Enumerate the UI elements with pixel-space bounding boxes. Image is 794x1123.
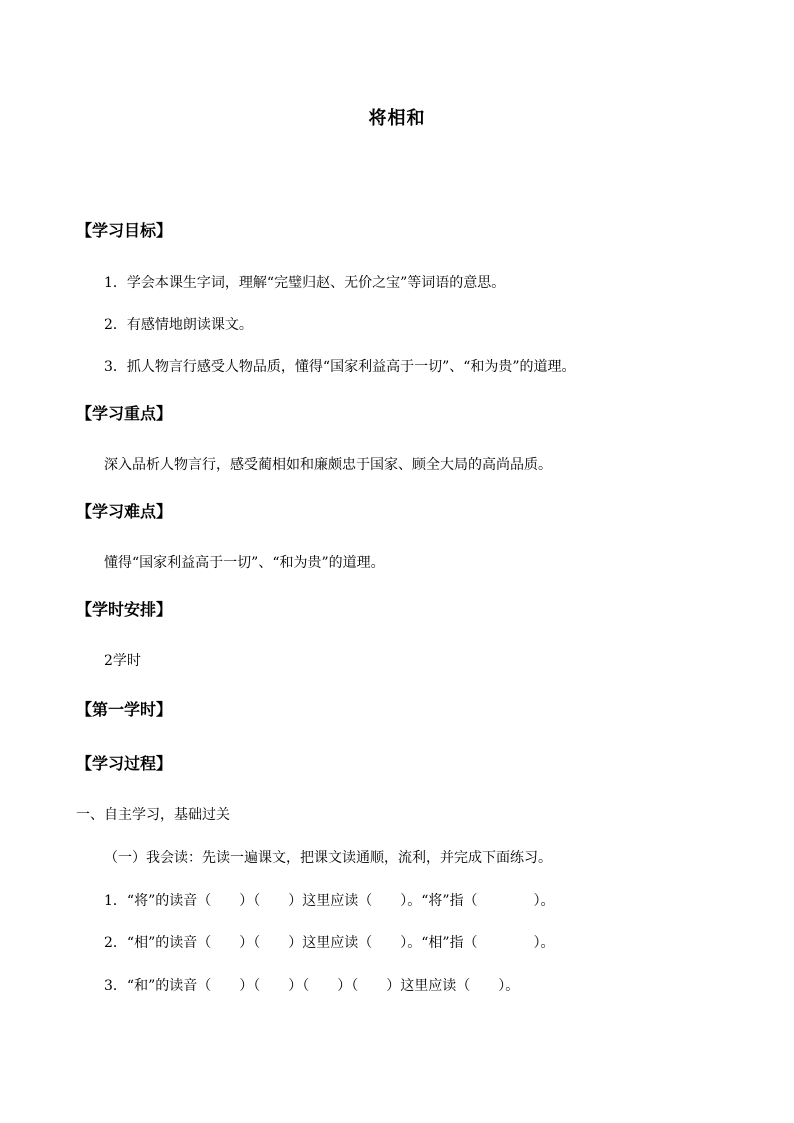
section-heading-schedule: 【学时安排】 [76, 600, 173, 619]
goal-item-3: 3．抓人物言行感受人物品质，懂得“国家利益高于一切”、“和为贵”的道理。 [104, 359, 576, 375]
section-heading-key-points: 【学习重点】 [76, 404, 173, 423]
schedule-text: 2学时 [104, 653, 141, 669]
section-heading-first-period: 【第一学时】 [76, 700, 173, 719]
goal-item-2: 2．有感情地朗读课文。 [104, 317, 253, 333]
key-points-text: 深入品析人物言行，感受蔺相如和廉颇忠于国家、顾全大局的高尚品质。 [104, 457, 552, 473]
section-heading-difficulties: 【学习难点】 [76, 502, 173, 521]
exercise-item-3: 3．“和”的读音（ ）（ ）（ ）（ ）这里应读（ ）。 [104, 978, 520, 994]
exercise-item-2: 2．“相”的读音（ ）（ ）这里应读（ ）。“相”指（ ）。 [104, 935, 555, 951]
goal-item-1: 1．学会本课生字词，理解“完璧归赵、无价之宝”等词语的意思。 [104, 275, 506, 291]
difficulties-text: 懂得“国家利益高于一切”、“和为贵”的道理。 [104, 555, 385, 571]
section-heading-process: 【学习过程】 [76, 754, 173, 773]
process-part-one: 一、自主学习，基础过关 [76, 807, 230, 823]
process-sub-one: （一）我会读：先读一遍课文，把课文读通顺，流利，并完成下面练习。 [104, 850, 552, 866]
exercise-item-1: 1．“将”的读音（ ）（ ）这里应读（ ）。“将”指（ ）。 [104, 893, 555, 909]
section-heading-goals: 【学习目标】 [76, 221, 173, 240]
page-title: 将相和 [368, 108, 426, 129]
